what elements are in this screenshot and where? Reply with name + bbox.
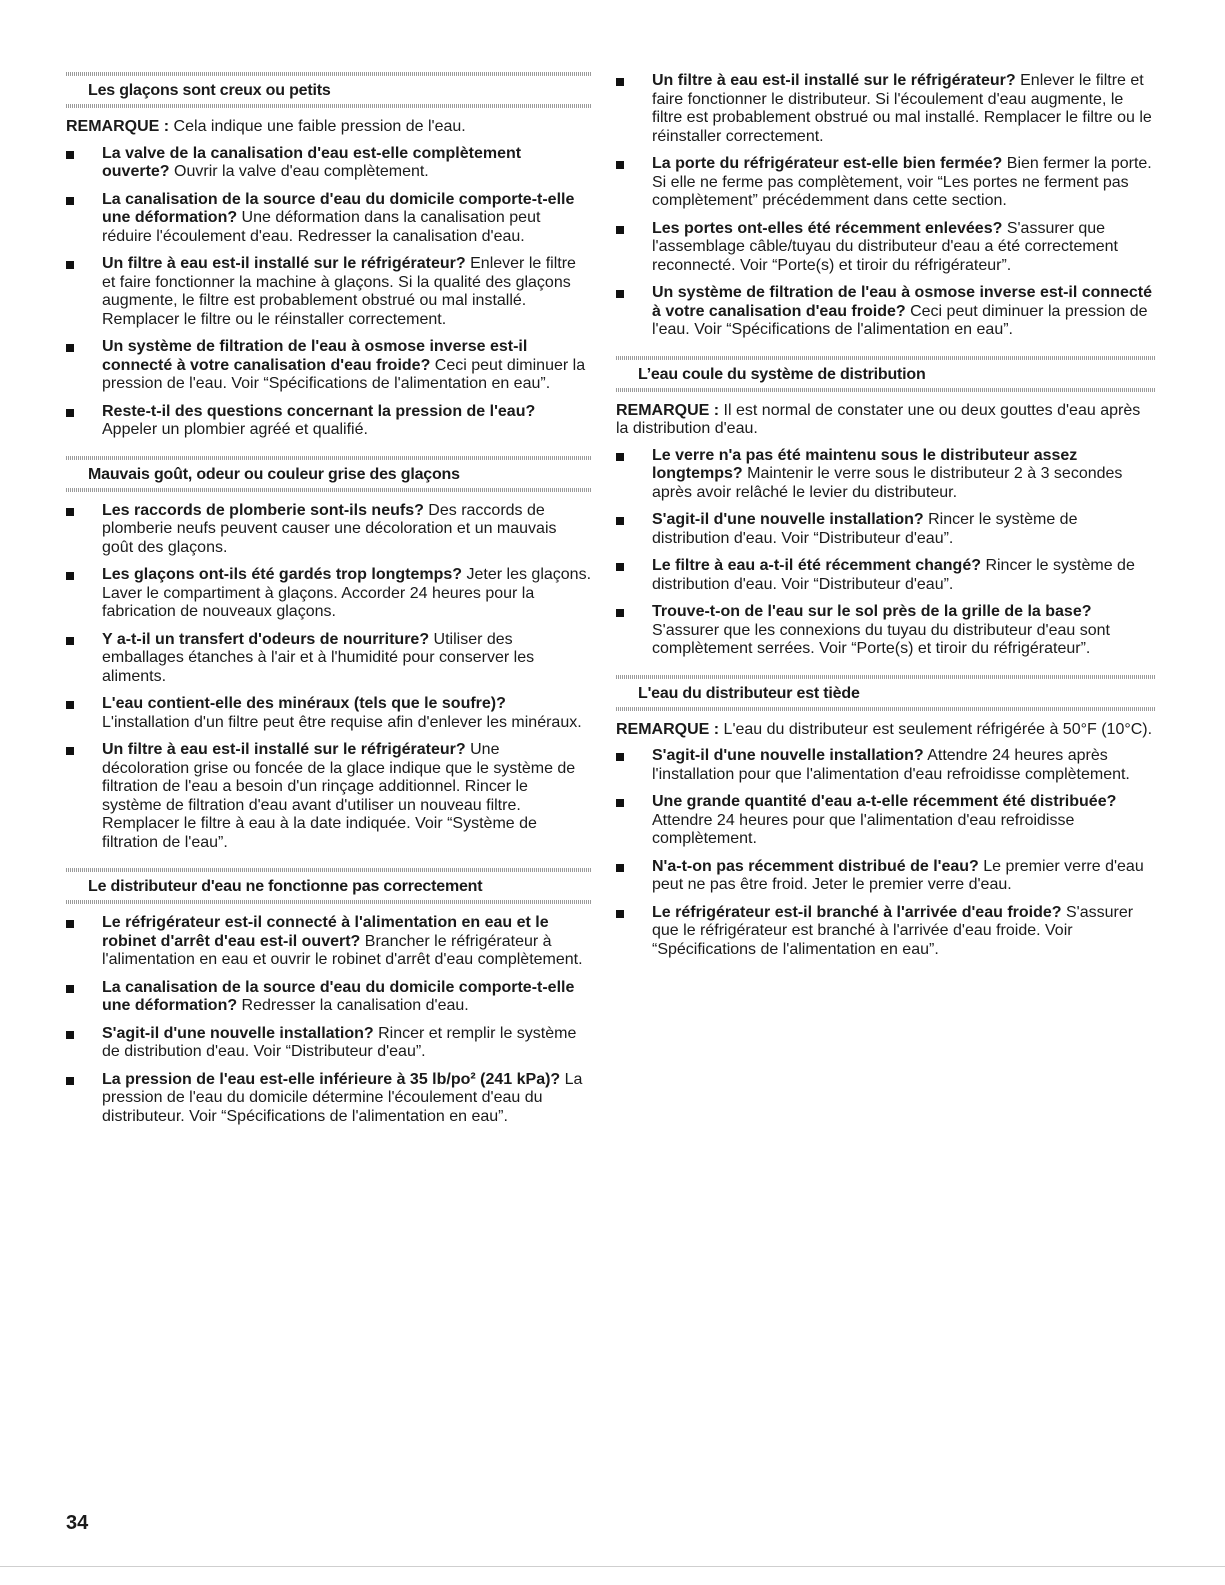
answer: Jeter les glaçons. Laver le compartiment à glaçons. Accorder 24 heures pour la fabrication de nouveaux glaçons. xyxy=(102,566,592,620)
list-item xyxy=(66,403,591,440)
question: Le réfrigérateur est-il connecté à l'alimentation en eau et le robinet d'arrêt d'eau est-il ouvert? xyxy=(102,914,549,950)
list-item xyxy=(616,447,1156,503)
left-column xyxy=(66,72,591,1142)
list-item xyxy=(66,695,591,732)
bullet-icon xyxy=(66,409,74,417)
answer: Enlever le filtre et faire fonctionner la machine à glaçons. Si la qualité des glaçons augmente, le filtre est probablement obstrué ou mal installé. Remplacer le filtre ou le réinstaller correctement. xyxy=(102,255,576,328)
item-list xyxy=(66,914,591,1126)
list-item xyxy=(66,145,591,182)
question: N'a-t-on pas récemment distribué de l'eau? xyxy=(652,857,979,875)
list-item xyxy=(66,255,591,329)
section-dispenser-not-working xyxy=(66,868,591,1126)
right-column xyxy=(616,72,1156,975)
page-bottom-rule xyxy=(0,1566,1225,1567)
note xyxy=(66,118,591,137)
bullet-icon xyxy=(616,864,624,872)
answer: Ouvrir la valve d'eau complètement. xyxy=(169,163,429,180)
bullet-icon xyxy=(616,453,624,461)
list-item xyxy=(66,631,591,687)
answer: L'installation d'un filtre peut être requise afin d'enlever les minéraux. xyxy=(102,713,582,731)
list-item xyxy=(616,858,1156,895)
question: Le verre n'a pas été maintenu sous le distributeur assez longtemps? xyxy=(652,446,1078,482)
section-header xyxy=(66,72,591,108)
item-list xyxy=(66,145,591,440)
list-item xyxy=(616,904,1156,960)
bullet-icon xyxy=(616,563,624,571)
bullet-icon xyxy=(66,151,74,159)
list-item xyxy=(616,511,1156,548)
bullet-icon xyxy=(616,226,624,234)
note-text: Cela indique une faible pression de l'eau. xyxy=(169,118,466,135)
list-item xyxy=(66,502,591,558)
bullet-icon xyxy=(66,747,74,755)
bullet-icon xyxy=(66,572,74,580)
answer: Rincer le système de distribution d'eau. Voir “Distributeur d'eau”. xyxy=(652,511,1078,547)
bullet-icon xyxy=(66,344,74,352)
question: La canalisation de la source d'eau du domicile comporte-t-elle une déformation? xyxy=(102,978,575,1014)
item-list xyxy=(616,447,1156,659)
section-bad-taste xyxy=(66,456,591,853)
note-text: Il est normal de constater une ou deux gouttes d'eau après la distribution d'eau. xyxy=(616,401,1141,437)
answer: S'assurer que l'assemblage câble/tuyau du distributeur d'eau a été correctement reconnecté. Voir “Porte(s) et tiroir du réfrigérateur”. xyxy=(652,219,1118,274)
answer: Une déformation dans la canalisation peut réduire l'écoulement d'eau. Redresser la canalisation d'eau. xyxy=(102,209,541,245)
list-item xyxy=(66,1025,591,1062)
list-item xyxy=(616,603,1156,659)
page-number: 34 xyxy=(66,1512,89,1534)
answer: S'assurer que le réfrigérateur est branché à l'arrivée d'eau froide. Voir “Spécifications de l'alimentation en eau”. xyxy=(652,903,1134,958)
bullet-icon xyxy=(616,609,624,617)
bullet-icon xyxy=(66,920,74,928)
bullet-icon xyxy=(616,799,624,807)
answer: Maintenir le verre sous le distributeur 2 à 3 secondes après avoir relâché le levier du distributeur. xyxy=(652,465,1123,501)
bullet-icon xyxy=(66,1077,74,1085)
list-item xyxy=(616,747,1156,784)
answer: Attendre 24 heures pour que l'alimentation d'eau refroidisse complètement. xyxy=(652,811,1075,847)
list-item xyxy=(66,1071,591,1127)
bullet-icon xyxy=(616,290,624,298)
bullet-icon xyxy=(66,637,74,645)
question: Les portes ont-elles été récemment enlevées? xyxy=(652,219,1003,237)
list-item xyxy=(616,793,1156,849)
bullet-icon xyxy=(616,517,624,525)
section-header xyxy=(616,356,1156,392)
section-title: Les glaçons sont creux ou petits xyxy=(88,82,331,99)
question: Les raccords de plomberie sont-ils neufs? xyxy=(102,501,424,519)
answer: Attendre 24 heures après l'installation pour que l'alimentation d'eau refroidisse complètement. xyxy=(652,747,1130,783)
list-item xyxy=(66,566,591,622)
list-item xyxy=(616,284,1156,340)
bullet-icon xyxy=(616,910,624,918)
bullet-icon xyxy=(616,753,624,761)
answer: Rincer le système de distribution d'eau. Voir “Distributeur d'eau”. xyxy=(652,557,1135,593)
section-lukewarm-water xyxy=(616,675,1156,960)
section-title: Le distributeur d'eau ne fonctionne pas correctement xyxy=(88,878,483,895)
list-item xyxy=(616,155,1156,211)
note-label: REMARQUE : xyxy=(66,118,170,135)
section-hollow-ice xyxy=(66,72,591,440)
answer: Ceci peut diminuer la pression de l'eau. Voir “Spécifications de l'alimentation en eau”. xyxy=(652,302,1148,338)
section-title: Mauvais goût, odeur ou couleur grise des glaçons xyxy=(88,465,460,483)
question: Un filtre à eau est-il installé sur le réfrigérateur? xyxy=(102,741,466,758)
note-text: L'eau du distributeur est seulement réfrigérée à 50°F (10°C). xyxy=(719,720,1153,738)
note xyxy=(616,721,1156,740)
section-title: L’eau coule du système de distribution xyxy=(638,365,926,383)
question: S'agit-il d'une nouvelle installation? xyxy=(652,747,924,764)
bullet-icon xyxy=(66,261,74,269)
bullet-icon xyxy=(66,508,74,516)
item-list xyxy=(616,747,1156,959)
question: S'agit-il d'une nouvelle installation? xyxy=(102,1024,374,1042)
question: Les glaçons ont-ils été gardés trop longtemps? xyxy=(102,566,463,583)
section-header xyxy=(616,675,1156,711)
answer: Enlever le filtre et faire fonctionner le distributeur. Si l'écoulement d'eau augmente, le filtre est probablement obstrué ou mal installé. Remplacer le filtre ou le réinstaller correctement. xyxy=(652,72,1152,145)
section-title: L'eau du distributeur est tiède xyxy=(638,684,860,702)
question: Le réfrigérateur est-il branché à l'arrivée d'eau froide? xyxy=(652,903,1062,921)
section-water-leaks xyxy=(616,356,1156,659)
answer: La pression de l'eau du domicile détermine l'écoulement d'eau du distributeur. Voir “Spécifications de l'alimentation en eau”. xyxy=(102,1070,583,1125)
bullet-icon xyxy=(616,78,624,86)
answer: Brancher le réfrigérateur à l'alimentation en eau et ouvrir le robinet d'arrêt d'eau complètement. xyxy=(102,932,583,968)
item-list xyxy=(66,502,591,853)
list-item xyxy=(616,72,1156,146)
bullet-icon xyxy=(66,1031,74,1039)
list-item xyxy=(66,338,591,394)
answer: Redresser la canalisation d'eau. xyxy=(237,997,469,1014)
question: Une grande quantité d'eau a-t-elle récemment été distribuée? xyxy=(652,793,1117,810)
answer: Bien fermer la porte. Si elle ne ferme pas complètement, voir “Les portes ne ferment pas complètement” précédemment dans cette section. xyxy=(652,155,1152,209)
question: La porte du réfrigérateur est-elle bien fermée? xyxy=(652,155,1003,172)
question: Un système de filtration de l'eau à osmose inverse est-il connecté à votre canalisation d'eau froide? xyxy=(652,284,1152,320)
answer: Le premier verre d'eau peut ne pas être froid. Jeter le premier verre d'eau. xyxy=(652,857,1144,893)
bullet-icon xyxy=(66,985,74,993)
question: Un système de filtration de l'eau à osmose inverse est-il connecté à votre canalisation d'eau froide? xyxy=(102,338,528,374)
item-list xyxy=(616,72,1156,340)
section-continued xyxy=(616,72,1156,340)
list-item xyxy=(66,914,591,970)
question: Reste-t-il des questions concernant la pression de l'eau? xyxy=(102,402,536,420)
question: La pression de l'eau est-elle inférieure à 35 lb/po² (241 kPa)? xyxy=(102,1070,561,1088)
answer: S'assurer que les connexions du tuyau du distributeur d'eau sont complètement serrées. Voir “Porte(s) et tiroir du réfrigérateur”. xyxy=(652,621,1110,657)
note-label: REMARQUE : xyxy=(616,720,720,738)
list-item xyxy=(66,191,591,247)
list-item xyxy=(616,220,1156,276)
answer: Des raccords de plomberie neufs peuvent causer une décoloration et un mauvais goût des glaçons. xyxy=(102,501,557,556)
answer: Une décoloration grise ou foncée de la glace indique que le système de filtration de l'eau a besoin d'un rinçage additionnel. Rincer le système de filtration d'eau avant d'utiliser un nouveau filtre. Remplacer le filtre à eau à la date indiquée. Voir “Système de filtration de l'eau”. xyxy=(102,741,576,851)
section-header xyxy=(66,456,591,492)
list-item xyxy=(66,741,591,852)
question: L'eau contient-elle des minéraux (tels que le soufre)? xyxy=(102,695,506,712)
note xyxy=(616,402,1156,439)
list-item xyxy=(66,979,591,1016)
answer: Utiliser des emballages étanches à l'air et à l'humidité pour conserver les aliments. xyxy=(102,630,535,685)
question: Trouve-t-on de l'eau sur le sol près de la grille de la base? xyxy=(652,603,1092,620)
question: Un filtre à eau est-il installé sur le réfrigérateur? xyxy=(652,72,1016,89)
note-label: REMARQUE : xyxy=(616,401,720,419)
question: Le filtre à eau a-t-il été récemment changé? xyxy=(652,557,981,574)
answer: Appeler un plombier agréé et qualifié. xyxy=(102,421,368,438)
bullet-icon xyxy=(616,161,624,169)
list-item xyxy=(616,557,1156,594)
question: La valve de la canalisation d'eau est-elle complètement ouverte? xyxy=(102,144,522,180)
question: Y a-t-il un transfert d'odeurs de nourriture? xyxy=(102,630,430,648)
answer: Ceci peut diminuer la pression de l'eau. Voir “Spécifications de l'alimentation en eau”. xyxy=(102,356,586,392)
section-header xyxy=(66,868,591,904)
answer: Rincer et remplir le système de distribution d'eau. Voir “Distributeur d'eau”. xyxy=(102,1024,577,1060)
question: Un filtre à eau est-il installé sur le réfrigérateur? xyxy=(102,255,466,272)
question: S'agit-il d'une nouvelle installation? xyxy=(652,511,924,528)
bullet-icon xyxy=(66,701,74,709)
bullet-icon xyxy=(66,197,74,205)
question: La canalisation de la source d'eau du domicile comporte-t-elle une déformation? xyxy=(102,190,575,226)
